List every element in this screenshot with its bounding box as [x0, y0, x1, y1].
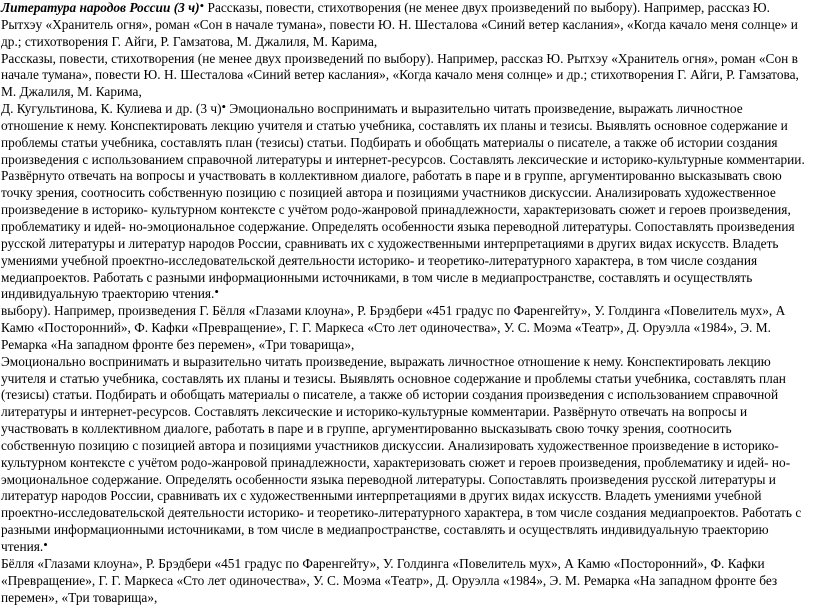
bullet-icon: •: [221, 99, 227, 115]
text-line-24: [1, 387, 812, 404]
line-text: (тезисы) статьи. Подбирать и обобщать материалы о писателе, а также об истории создания произведения с использованием справочной: [1, 387, 779, 403]
text-line-36: [1, 590, 812, 606]
line-text: Эмоционально воспринимать и выразительно читать произведение, выражать личностное: [226, 101, 743, 117]
line-text: М. Джалиля, М. Карима,: [1, 84, 142, 100]
text-line-22: [1, 354, 812, 371]
text-line-27: [1, 438, 812, 455]
text-line-30: [1, 488, 812, 505]
line-text: собственную позицию с позицией автора и позициями участников дискуссии. Анализировать художественное произведение в историко-: [1, 437, 779, 453]
line-text: Бёлля «Глазами клоуна», Р. Брэдбери «451 градус по Фаренгейту», У. Голдинга «Повелитель мух», А Камю «Посторонний», Ф. Кафки: [1, 555, 765, 571]
line-text: литератур народов России, сравнивать их с художественными интерпретациями в других видах искусств. Владеть умениями учебной: [1, 488, 762, 504]
line-text: Рассказы, повести, стихотворения (не менее двух произведений по выбору). Например, рассказ Ю.: [204, 0, 770, 15]
text-line-1: [1, 0, 812, 17]
line-text: точку зрения, соотносить собственную позицию с позицией автора и позициями участников дискуссии. Анализировать художественное: [1, 185, 776, 201]
line-text: Рассказы, повести, стихотворения (не менее двух произведений по выбору). Например, рассказ Ю. Рытхэу «Хранитель огня», роман «Сон в: [1, 50, 798, 66]
line-text: проблемы статьи учебника, составлять план (тезисы) статьи. Подбирать и обобщать материалы о писателе, а также об истории создания: [1, 134, 778, 150]
line-text: учителя и статью учебника, составлять их планы и тезисы. Выявлять основное содержание и проблемы статьи учебника, составлять план: [1, 370, 786, 386]
line-text: отношение к нему. Конспектировать лекцию учителя и статью учебника, составлять их планы и тезисы. Выявлять основное содержание и: [1, 117, 788, 133]
line-text: «Превращение», Г. Г. Маркеса «Сто лет одиночества», У. С. Моэма «Театр», Д. Оруэлла «1984», Э. М. Ремарка «На западном фронте без: [1, 572, 778, 588]
line-text: литературы и интернет-ресурсов. Составлять лексические и историко-культурные комментарии. Развёрнуто отвечать на вопросы и: [1, 404, 748, 420]
text-line-23: [1, 371, 812, 388]
line-text: произведение в историко- культурном контексте с учётом родо-жанровой принадлежности, характеризовать сюжет и героев произведения,: [1, 202, 791, 218]
text-line-15: [1, 236, 812, 253]
line-text: русской литературы и литератур народов России, сравнивать их с художественными интерпретациями в других видах искусств. Владеть: [1, 235, 779, 251]
text-line-34: [1, 556, 812, 573]
line-text: Эмоционально воспринимать и выразительно читать произведение, выражать личностное отношение к нему. Конспектировать лекцию: [1, 353, 771, 369]
text-line-16: [1, 253, 812, 270]
text-line-33: [1, 539, 812, 556]
bullet-icon: •: [199, 0, 205, 13]
line-text: произведения с использованием справочной литературы и интернет-ресурсов. Составлять лексические и историко-культурные комментарии.: [1, 151, 805, 167]
line-text: индивидуальную траекторию чтения.: [1, 286, 215, 302]
line-text: выбору). Например, произведения Г. Бёлля «Глазами клоуна», Р. Брэдбери «451 градус по Фаренгейту», У. Голдинга «Повелитель мух», А: [1, 303, 786, 319]
line-text: Развёрнуто отвечать на вопросы и участвовать в коллективном диалоге, работать в паре и в группе, аргументированно высказывать свою: [1, 168, 782, 184]
line-text: Камю «Посторонний», Ф. Кафки «Превращение», Г. Г. Маркеса «Сто лет одиночества», У. С. Моэма «Театр», Д. Оруэлла «1984», Э. М.: [1, 320, 771, 336]
text-line-4: [1, 51, 812, 68]
line-text: др.; стихотворения Г. Айги, Р. Гамзатова, М. Джалиля, М. Карима,: [1, 33, 378, 49]
text-line-9: [1, 135, 812, 152]
text-line-3: [1, 34, 812, 51]
text-line-7: [1, 101, 812, 118]
text-line-26: [1, 421, 812, 438]
line-text: эмоциональное содержание. Определять особенности языка переводной литературы. Сопоставлять произведения русской литературы и: [1, 471, 776, 487]
line-text: проблематику и идей- но-эмоциональное содержание. Определять особенности языка переводной литературы. Сопоставлять произведения: [1, 218, 795, 234]
line-text: перемен», «Три товарища»,: [1, 589, 158, 605]
line-text: Ремарка «На западном фронте без перемен», «Три товарища»,: [1, 336, 355, 352]
line-text: медиапроектов. Работать с разными информационными источниками, в том числе в медиапространстве, составлять и осуществлять: [1, 269, 753, 285]
line-text: Рытхэу «Хранитель огня», роман «Сон в начале тумана», повести Ю. Н. Шесталова «Синий ветер каслания», «Когда качало меня солнце» и: [1, 16, 798, 32]
section-heading: Литература народов России (3 ч): [1, 0, 200, 15]
text-line-29: [1, 472, 812, 489]
text-line-21: [1, 337, 812, 354]
text-line-31: [1, 505, 812, 522]
text-line-25: [1, 404, 812, 421]
text-line-32: [1, 522, 812, 539]
line-text: Д. Кугультинова, К. Кулиева и др. (3 ч): [1, 101, 222, 117]
line-text: проектно-исследовательской деятельности историко- и теоретико-литературного характера, в том числе создания медиапроектов. Работать с: [1, 505, 802, 521]
text-line-5: [1, 67, 812, 84]
text-line-14: [1, 219, 812, 236]
line-text: участвовать в коллективном диалоге, работать в паре и в группе, аргументированно высказывать свою точку зрения, соотносить: [1, 421, 732, 437]
text-line-18: [1, 286, 812, 303]
text-line-20: [1, 320, 812, 337]
line-text: чтения.: [1, 539, 44, 554]
text-line-35: [1, 573, 812, 590]
text-line-8: [1, 118, 812, 135]
text-line-12: [1, 185, 812, 202]
bullet-icon: •: [43, 537, 48, 552]
text-line-17: [1, 270, 812, 287]
text-line-11: [1, 168, 812, 185]
line-text: культурном контексте с учётом родо-жанровой принадлежности, характеризовать сюжет и героев произведения, проблематику и идей- но-: [1, 454, 791, 470]
text-line-28: [1, 455, 812, 472]
text-line-6: [1, 84, 812, 101]
text-line-19: [1, 303, 812, 320]
bullet-icon: •: [214, 284, 219, 300]
line-text: умениями учебной проектно-исследовательской деятельности историко- и теоретико-литературного характера, в том числе создания: [1, 252, 758, 268]
text-line-10: [1, 152, 812, 169]
text-line-13: [1, 202, 812, 219]
line-text: начале тумана», повести Ю. Н. Шесталова «Синий ветер каслания», «Когда качало меня солнце» и др.; стихотворения Г. Айги, Р. Гамзатова,: [1, 67, 799, 83]
line-text: разными информационными источниками, в том числе в медиапространстве, составлять и осуществлять индивидуальную траекторию: [1, 522, 769, 538]
text-line-2: [1, 17, 812, 34]
